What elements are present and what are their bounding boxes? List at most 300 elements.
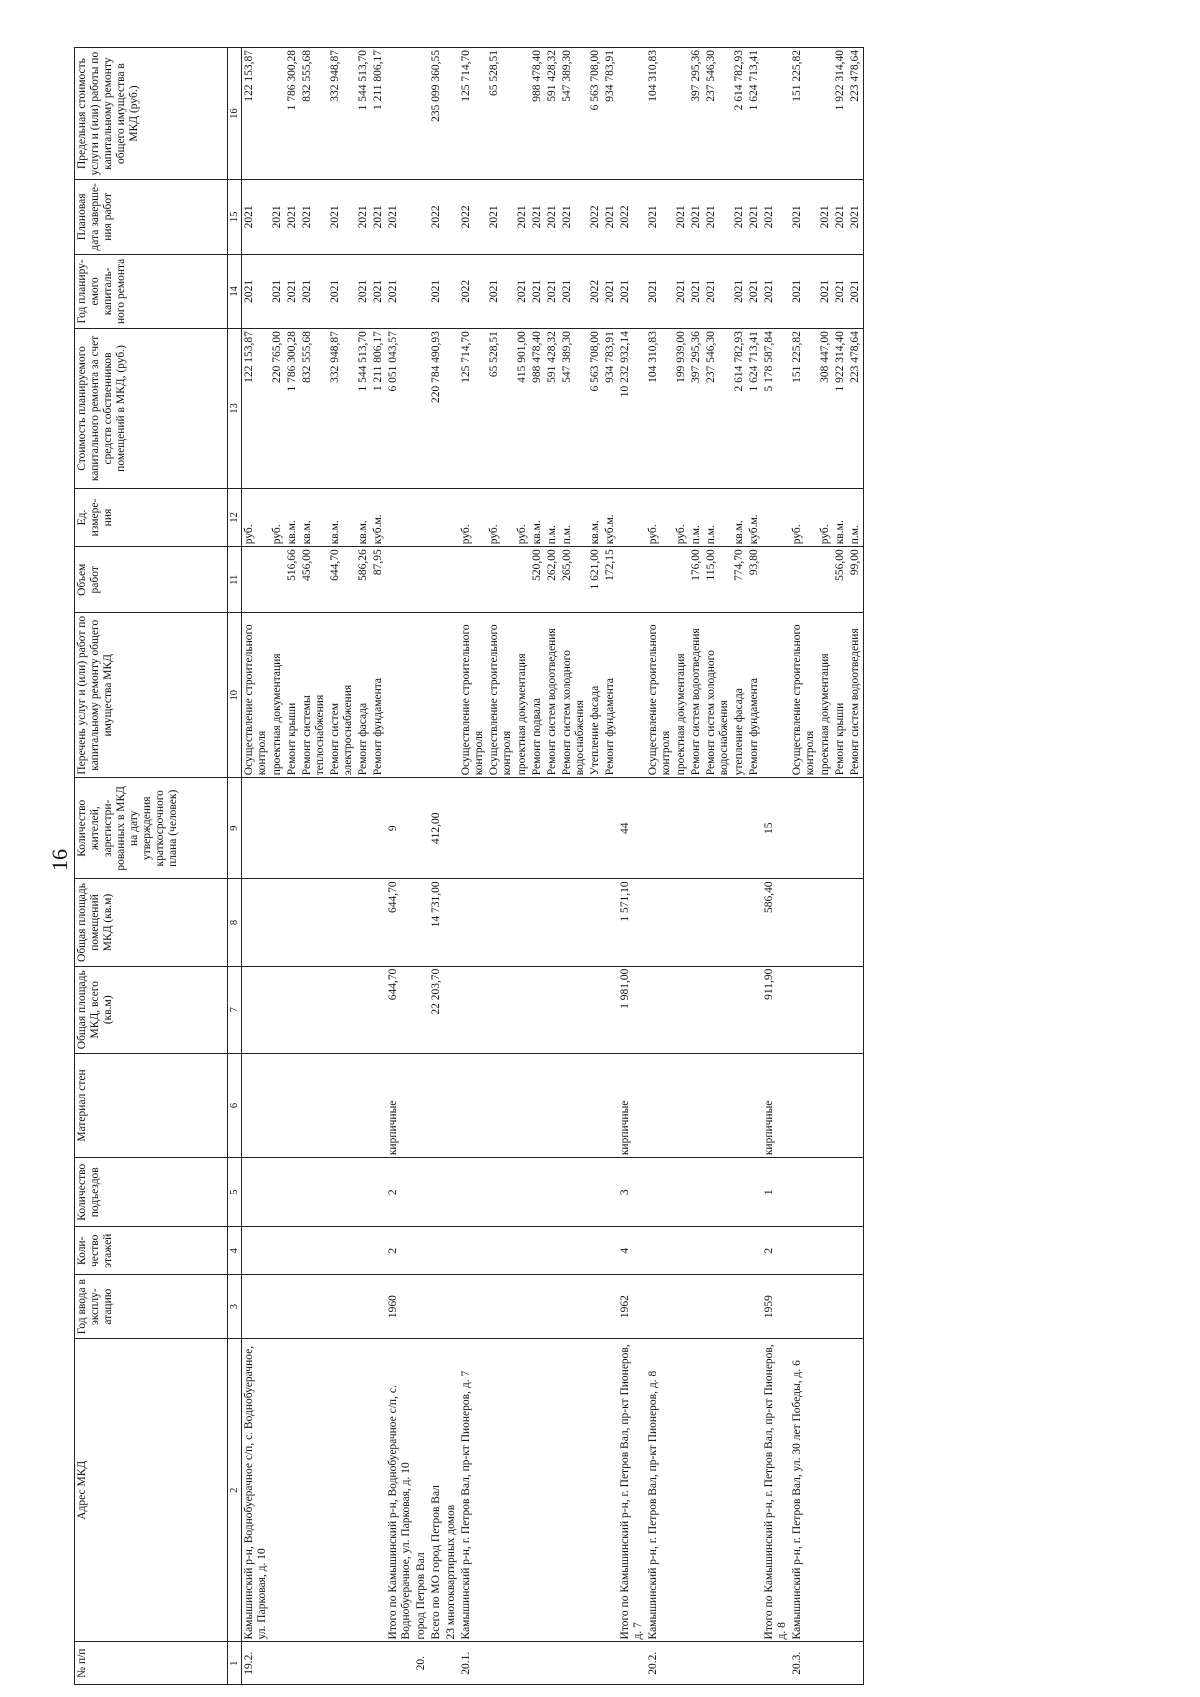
table-cell: Камышинский р-н, Воднобуерачное с/п, с. Воднобуерачное, ул. Парковая, д. 10 <box>242 1339 271 1642</box>
table-cell: 2021 <box>545 180 560 255</box>
table-cell: Ремонт фундамента <box>603 613 618 778</box>
table-cell: 1 544 513,70 <box>356 329 371 489</box>
table-cell: 2021 <box>487 254 515 329</box>
table-cell <box>603 1642 618 1685</box>
table-cell <box>674 547 689 613</box>
table-cell: 2022 <box>429 180 444 255</box>
column-number: 1 <box>228 1642 242 1685</box>
table-cell: 2022 <box>588 254 603 329</box>
table-cell: куб.м. <box>371 488 386 547</box>
table-cell: 2021 <box>689 254 704 329</box>
table-cell: Осуществление строительного контроля <box>487 613 515 778</box>
table-cell <box>560 1275 588 1339</box>
column-number: 4 <box>228 1227 242 1275</box>
table-cell: 1 786 300,28 <box>285 48 300 180</box>
table-cell <box>328 879 356 966</box>
table-cell <box>588 879 603 966</box>
table-cell: утепление фасада <box>732 613 747 778</box>
rotated-table-container <box>74 47 1196 1685</box>
table-cell <box>818 778 833 879</box>
table-cell: 10 232 932,14 <box>618 329 646 489</box>
table-cell: 65 528,51 <box>487 48 515 180</box>
table-cell <box>371 966 386 1053</box>
table-cell <box>704 1053 732 1157</box>
table-cell <box>689 1158 704 1227</box>
table-cell <box>603 1339 618 1642</box>
table-cell: п.м. <box>560 488 588 547</box>
table-cell: 1 624 713,41 <box>747 48 762 180</box>
table-cell <box>646 1227 674 1275</box>
table-cell <box>371 1339 386 1642</box>
table-cell <box>414 879 429 966</box>
table-cell: 122 153,87 <box>242 48 271 180</box>
table-cell <box>848 1053 864 1157</box>
table-cell: Осуществление строительного контроля <box>459 613 487 778</box>
table-cell: 151 225,82 <box>790 329 818 489</box>
column-header: Адрес МКД <box>75 1339 228 1642</box>
table-cell: 644,70 <box>386 879 414 966</box>
table-cell: кирпичные <box>386 1053 414 1157</box>
table-cell <box>459 778 487 879</box>
table-cell <box>848 1158 864 1227</box>
table-cell <box>515 48 530 180</box>
table-cell <box>328 1227 356 1275</box>
table-cell <box>444 488 459 547</box>
table-cell: п.м. <box>689 488 704 547</box>
table-cell <box>588 778 603 879</box>
table-cell: 774,70 <box>732 547 747 613</box>
table-cell <box>487 1227 515 1275</box>
column-header: Год планиру-емого капиталь-ного ремонта <box>75 254 228 329</box>
table-cell <box>242 778 271 879</box>
table-cell <box>560 879 588 966</box>
table-cell: кв.м. <box>300 488 328 547</box>
table-cell: 397 295,36 <box>689 329 704 489</box>
column-header: Материал стен <box>75 1053 228 1157</box>
table-cell <box>762 1642 790 1685</box>
table-cell: Ремонт систем электроснабжения <box>328 613 356 778</box>
table-cell: Ремонт систем холодного водоснабжения <box>704 613 732 778</box>
table-cell: 586,26 <box>356 547 371 613</box>
table-cell: 2 614 782,93 <box>732 329 747 489</box>
table-cell: 6 563 708,00 <box>588 48 603 180</box>
table-cell: 397 295,36 <box>689 48 704 180</box>
table-cell <box>459 547 487 613</box>
table-cell: 2021 <box>674 254 689 329</box>
table-cell: 2021 <box>300 180 328 255</box>
table-cell <box>545 1227 560 1275</box>
table-cell <box>444 879 459 966</box>
table-cell <box>588 1158 603 1227</box>
table-cell <box>732 966 747 1053</box>
table-row <box>386 48 414 1685</box>
table-cell <box>560 1339 588 1642</box>
table-cell <box>646 547 674 613</box>
table-cell: 3 <box>618 1158 646 1227</box>
table-cell <box>790 547 818 613</box>
table-cell <box>603 1053 618 1157</box>
table-cell: 308 447,00 <box>818 329 833 489</box>
table-cell <box>704 1339 732 1642</box>
table-cell: Осуществление строительного контроля <box>646 613 674 778</box>
table-cell: кв.м. <box>328 488 356 547</box>
table-cell <box>487 547 515 613</box>
column-number: 7 <box>228 966 242 1053</box>
table-cell <box>371 1642 386 1685</box>
column-number: 15 <box>228 180 242 255</box>
column-header: № п/п <box>75 1642 228 1685</box>
table-row <box>459 48 487 1685</box>
table-cell: 332 948,87 <box>328 329 356 489</box>
column-header: Общая площадь помещений МКД (кв.м) <box>75 879 228 966</box>
table-row <box>646 48 674 1685</box>
table-cell <box>242 879 271 966</box>
table-cell: 586,40 <box>762 879 790 966</box>
table-cell <box>300 1053 328 1157</box>
table-cell <box>762 613 790 778</box>
table-cell: 988 478,40 <box>530 48 545 180</box>
table-cell <box>328 778 356 879</box>
table-cell: 220 765,00 <box>270 329 285 489</box>
table-cell: 125 714,70 <box>459 48 487 180</box>
table-cell: кв.м. <box>833 488 848 547</box>
table-row <box>371 48 386 1685</box>
table-row <box>560 48 588 1685</box>
table-cell <box>732 1275 747 1339</box>
table-cell: 2021 <box>833 180 848 255</box>
table-cell: 2022 <box>459 180 487 255</box>
table-cell: 2021 <box>371 254 386 329</box>
table-cell <box>833 778 848 879</box>
table-cell <box>689 1053 704 1157</box>
table-cell: 2021 <box>747 180 762 255</box>
table-row <box>270 48 285 1685</box>
table-cell <box>386 488 414 547</box>
table-cell <box>603 966 618 1053</box>
table-cell <box>444 1158 459 1227</box>
header-row <box>75 48 228 1685</box>
column-header: Объем работ <box>75 547 228 613</box>
table-cell: 2021 <box>848 254 864 329</box>
table-cell: 1 786 300,28 <box>285 329 300 489</box>
table-cell: 2022 <box>618 180 646 255</box>
table-cell <box>487 1275 515 1339</box>
table-cell <box>459 1275 487 1339</box>
table-cell: 516,66 <box>285 547 300 613</box>
table-cell <box>704 879 732 966</box>
table-cell <box>747 966 762 1053</box>
table-cell: 2021 <box>762 180 790 255</box>
table-cell <box>459 879 487 966</box>
table-cell: 125 714,70 <box>459 329 487 489</box>
table-row <box>818 48 833 1685</box>
table-cell: 547 389,30 <box>560 48 588 180</box>
table-cell <box>242 1275 271 1339</box>
table-cell: 2021 <box>242 180 271 255</box>
table-cell: 1 211 806,17 <box>371 48 386 180</box>
table-cell <box>530 778 545 879</box>
table-cell <box>414 966 429 1053</box>
table-cell <box>674 966 689 1053</box>
table-row <box>618 48 646 1685</box>
table-cell: 556,00 <box>833 547 848 613</box>
table-cell <box>618 48 646 180</box>
table-cell: руб. <box>674 488 689 547</box>
table-cell <box>285 1642 300 1685</box>
table-cell: 237 546,30 <box>704 48 732 180</box>
table-cell <box>285 966 300 1053</box>
table-cell: Ремонт фундамента <box>747 613 762 778</box>
table-cell <box>429 1053 444 1157</box>
table-cell <box>833 879 848 966</box>
table-cell <box>762 48 790 180</box>
table-cell: город Петров Вал <box>414 1339 429 1642</box>
table-cell: 2021 <box>747 254 762 329</box>
table-cell <box>732 879 747 966</box>
table-cell: 2021 <box>242 254 271 329</box>
table-cell: Ремонт фундамента <box>371 613 386 778</box>
table-cell: п.м. <box>848 488 864 547</box>
table-cell <box>790 966 818 1053</box>
table-cell <box>603 1275 618 1339</box>
table-cell <box>618 613 646 778</box>
table-row <box>790 48 818 1685</box>
table-cell <box>386 547 414 613</box>
table-cell <box>285 1339 300 1642</box>
table-cell: 104 310,83 <box>646 329 674 489</box>
table-cell: 456,00 <box>300 547 328 613</box>
table-cell <box>790 1275 818 1339</box>
table-cell <box>818 1642 833 1685</box>
table-cell <box>487 1158 515 1227</box>
table-cell <box>270 778 285 879</box>
table-cell <box>674 778 689 879</box>
table-cell <box>444 778 459 879</box>
table-cell: 2021 <box>732 180 747 255</box>
table-cell <box>285 1227 300 1275</box>
table-cell <box>833 1158 848 1227</box>
table-cell <box>328 1275 356 1339</box>
table-cell <box>414 613 429 778</box>
table-cell <box>618 547 646 613</box>
table-cell <box>588 1053 603 1157</box>
table-cell <box>530 879 545 966</box>
column-number: 10 <box>228 613 242 778</box>
table-cell: 104 310,83 <box>646 48 674 180</box>
table-cell <box>704 1158 732 1227</box>
table-cell: 2021 <box>487 180 515 255</box>
table-row <box>747 48 762 1685</box>
table-cell <box>530 1227 545 1275</box>
table-cell: 2021 <box>560 254 588 329</box>
table-cell: 412,00 <box>429 778 444 879</box>
table-cell <box>603 879 618 966</box>
table-cell: 19.2. <box>242 1642 271 1685</box>
table-cell <box>328 1158 356 1227</box>
table-cell <box>689 1339 704 1642</box>
column-header: Ед. измере-ния <box>75 488 228 547</box>
table-cell: Итого по Камышинский р-н, г. Петров Вал, пр-кт Пионеров, д. 7 <box>618 1339 646 1642</box>
table-cell: 2021 <box>818 180 833 255</box>
table-row <box>833 48 848 1685</box>
table-cell <box>444 254 459 329</box>
table-cell: 2021 <box>762 254 790 329</box>
table-cell: руб. <box>790 488 818 547</box>
table-cell <box>545 879 560 966</box>
table-row <box>487 48 515 1685</box>
table-cell <box>560 966 588 1053</box>
table-cell <box>414 329 429 489</box>
table-cell <box>732 1227 747 1275</box>
table-cell: 2021 <box>732 254 747 329</box>
table-cell <box>300 1227 328 1275</box>
table-cell <box>618 1642 646 1685</box>
table-cell <box>270 966 285 1053</box>
table-cell <box>545 778 560 879</box>
table-cell: проектная документация <box>515 613 530 778</box>
table-cell <box>414 778 429 879</box>
table-cell <box>848 1642 864 1685</box>
table-cell: 2 <box>386 1158 414 1227</box>
table-cell <box>560 1642 588 1685</box>
table-cell: 15 <box>762 778 790 879</box>
table-cell <box>732 778 747 879</box>
table-cell <box>818 1158 833 1227</box>
table-cell: 1 922 314,40 <box>833 48 848 180</box>
table-cell <box>414 1275 429 1339</box>
table-cell: 20. <box>414 1642 429 1685</box>
table-cell <box>429 613 444 778</box>
table-cell <box>444 1275 459 1339</box>
table-cell: 332 948,87 <box>328 48 356 180</box>
table-cell: 988 478,40 <box>530 329 545 489</box>
table-cell <box>429 547 444 613</box>
table-cell <box>444 48 459 180</box>
table-row <box>588 48 603 1685</box>
table-cell <box>689 879 704 966</box>
table-cell <box>790 1053 818 1157</box>
table-cell <box>386 613 414 778</box>
table-cell: 2021 <box>646 180 674 255</box>
table-cell: 2022 <box>588 180 603 255</box>
table-cell <box>689 1227 704 1275</box>
table-cell: 934 783,91 <box>603 48 618 180</box>
table-cell: 2021 <box>285 254 300 329</box>
table-cell: 2021 <box>833 254 848 329</box>
table-cell <box>560 1227 588 1275</box>
table-cell: руб. <box>487 488 515 547</box>
table-cell: проектная документация <box>270 613 285 778</box>
table-cell: 2021 <box>515 254 530 329</box>
table-cell: 1959 <box>762 1275 790 1339</box>
column-header: Количество жителей, зарегистри-рованных в МКД на дату утверждения краткосрочного плана (человек) <box>75 778 228 879</box>
table-cell <box>459 1053 487 1157</box>
table-cell <box>530 1053 545 1157</box>
table-cell: Итого по Камышинский р-н, г. Петров Вал, пр-кт Пионеров, д. 8 <box>762 1339 790 1642</box>
table-cell: 1962 <box>618 1275 646 1339</box>
table-cell <box>242 547 271 613</box>
table-cell: 1 571,10 <box>618 879 646 966</box>
column-number-row <box>228 48 242 1685</box>
table-cell <box>833 1339 848 1642</box>
column-number: 8 <box>228 879 242 966</box>
table-cell <box>242 966 271 1053</box>
table-row <box>674 48 689 1685</box>
table-cell <box>762 488 790 547</box>
table-cell <box>414 488 429 547</box>
table-cell <box>588 966 603 1053</box>
table-cell: 2021 <box>704 180 732 255</box>
table-cell <box>444 1642 459 1685</box>
table-cell <box>270 48 285 180</box>
table-cell: 415 901,00 <box>515 329 530 489</box>
table-cell <box>515 1642 530 1685</box>
table-cell <box>848 1275 864 1339</box>
table-cell <box>328 1053 356 1157</box>
column-header: Год ввода в эксплу-атацию <box>75 1275 228 1339</box>
table-cell: Ремонт фасада <box>356 613 371 778</box>
table-cell <box>646 1158 674 1227</box>
table-row <box>848 48 864 1685</box>
table-cell: 2022 <box>459 254 487 329</box>
table-cell <box>674 1158 689 1227</box>
table-cell: куб.м. <box>603 488 618 547</box>
table-body <box>242 48 864 1685</box>
table-cell: 2021 <box>530 254 545 329</box>
table-cell <box>429 1158 444 1227</box>
table-cell <box>459 1227 487 1275</box>
table-cell <box>328 1339 356 1642</box>
table-cell <box>429 1642 444 1685</box>
table-cell: 2021 <box>818 254 833 329</box>
table-cell: 6 563 708,00 <box>588 329 603 489</box>
table-cell <box>444 1053 459 1157</box>
table-cell: 1 544 513,70 <box>356 48 371 180</box>
table-cell: 2021 <box>646 254 674 329</box>
table-cell <box>270 1227 285 1275</box>
table-cell <box>603 778 618 879</box>
table-cell: 2021 <box>270 254 285 329</box>
table-cell: 2021 <box>300 254 328 329</box>
table-cell: руб. <box>242 488 271 547</box>
table-cell <box>242 1053 271 1157</box>
table-row <box>689 48 704 1685</box>
table-cell <box>747 778 762 879</box>
table-cell <box>356 879 371 966</box>
table-cell: кв.м. <box>356 488 371 547</box>
table-cell <box>356 778 371 879</box>
table-cell: 14 731,00 <box>429 879 444 966</box>
table-cell: кв.м. <box>732 488 747 547</box>
table-cell <box>356 966 371 1053</box>
table-cell: руб. <box>515 488 530 547</box>
column-header: Общая площадь МКД, всего (кв.м) <box>75 966 228 1053</box>
table-cell <box>429 1227 444 1275</box>
table-cell: 911,90 <box>762 966 790 1053</box>
table-cell <box>833 1227 848 1275</box>
table-cell <box>747 1275 762 1339</box>
table-cell <box>818 1053 833 1157</box>
table-cell <box>704 1227 732 1275</box>
column-header: Плановая дата заверше-ния работ <box>75 180 228 255</box>
table-cell <box>732 1642 747 1685</box>
table-cell: 2 <box>386 1227 414 1275</box>
table-cell: 235 099 360,55 <box>429 48 444 180</box>
table-cell <box>747 1642 762 1685</box>
table-cell <box>328 966 356 1053</box>
table-cell: 644,70 <box>386 966 414 1053</box>
table-cell <box>747 1158 762 1227</box>
